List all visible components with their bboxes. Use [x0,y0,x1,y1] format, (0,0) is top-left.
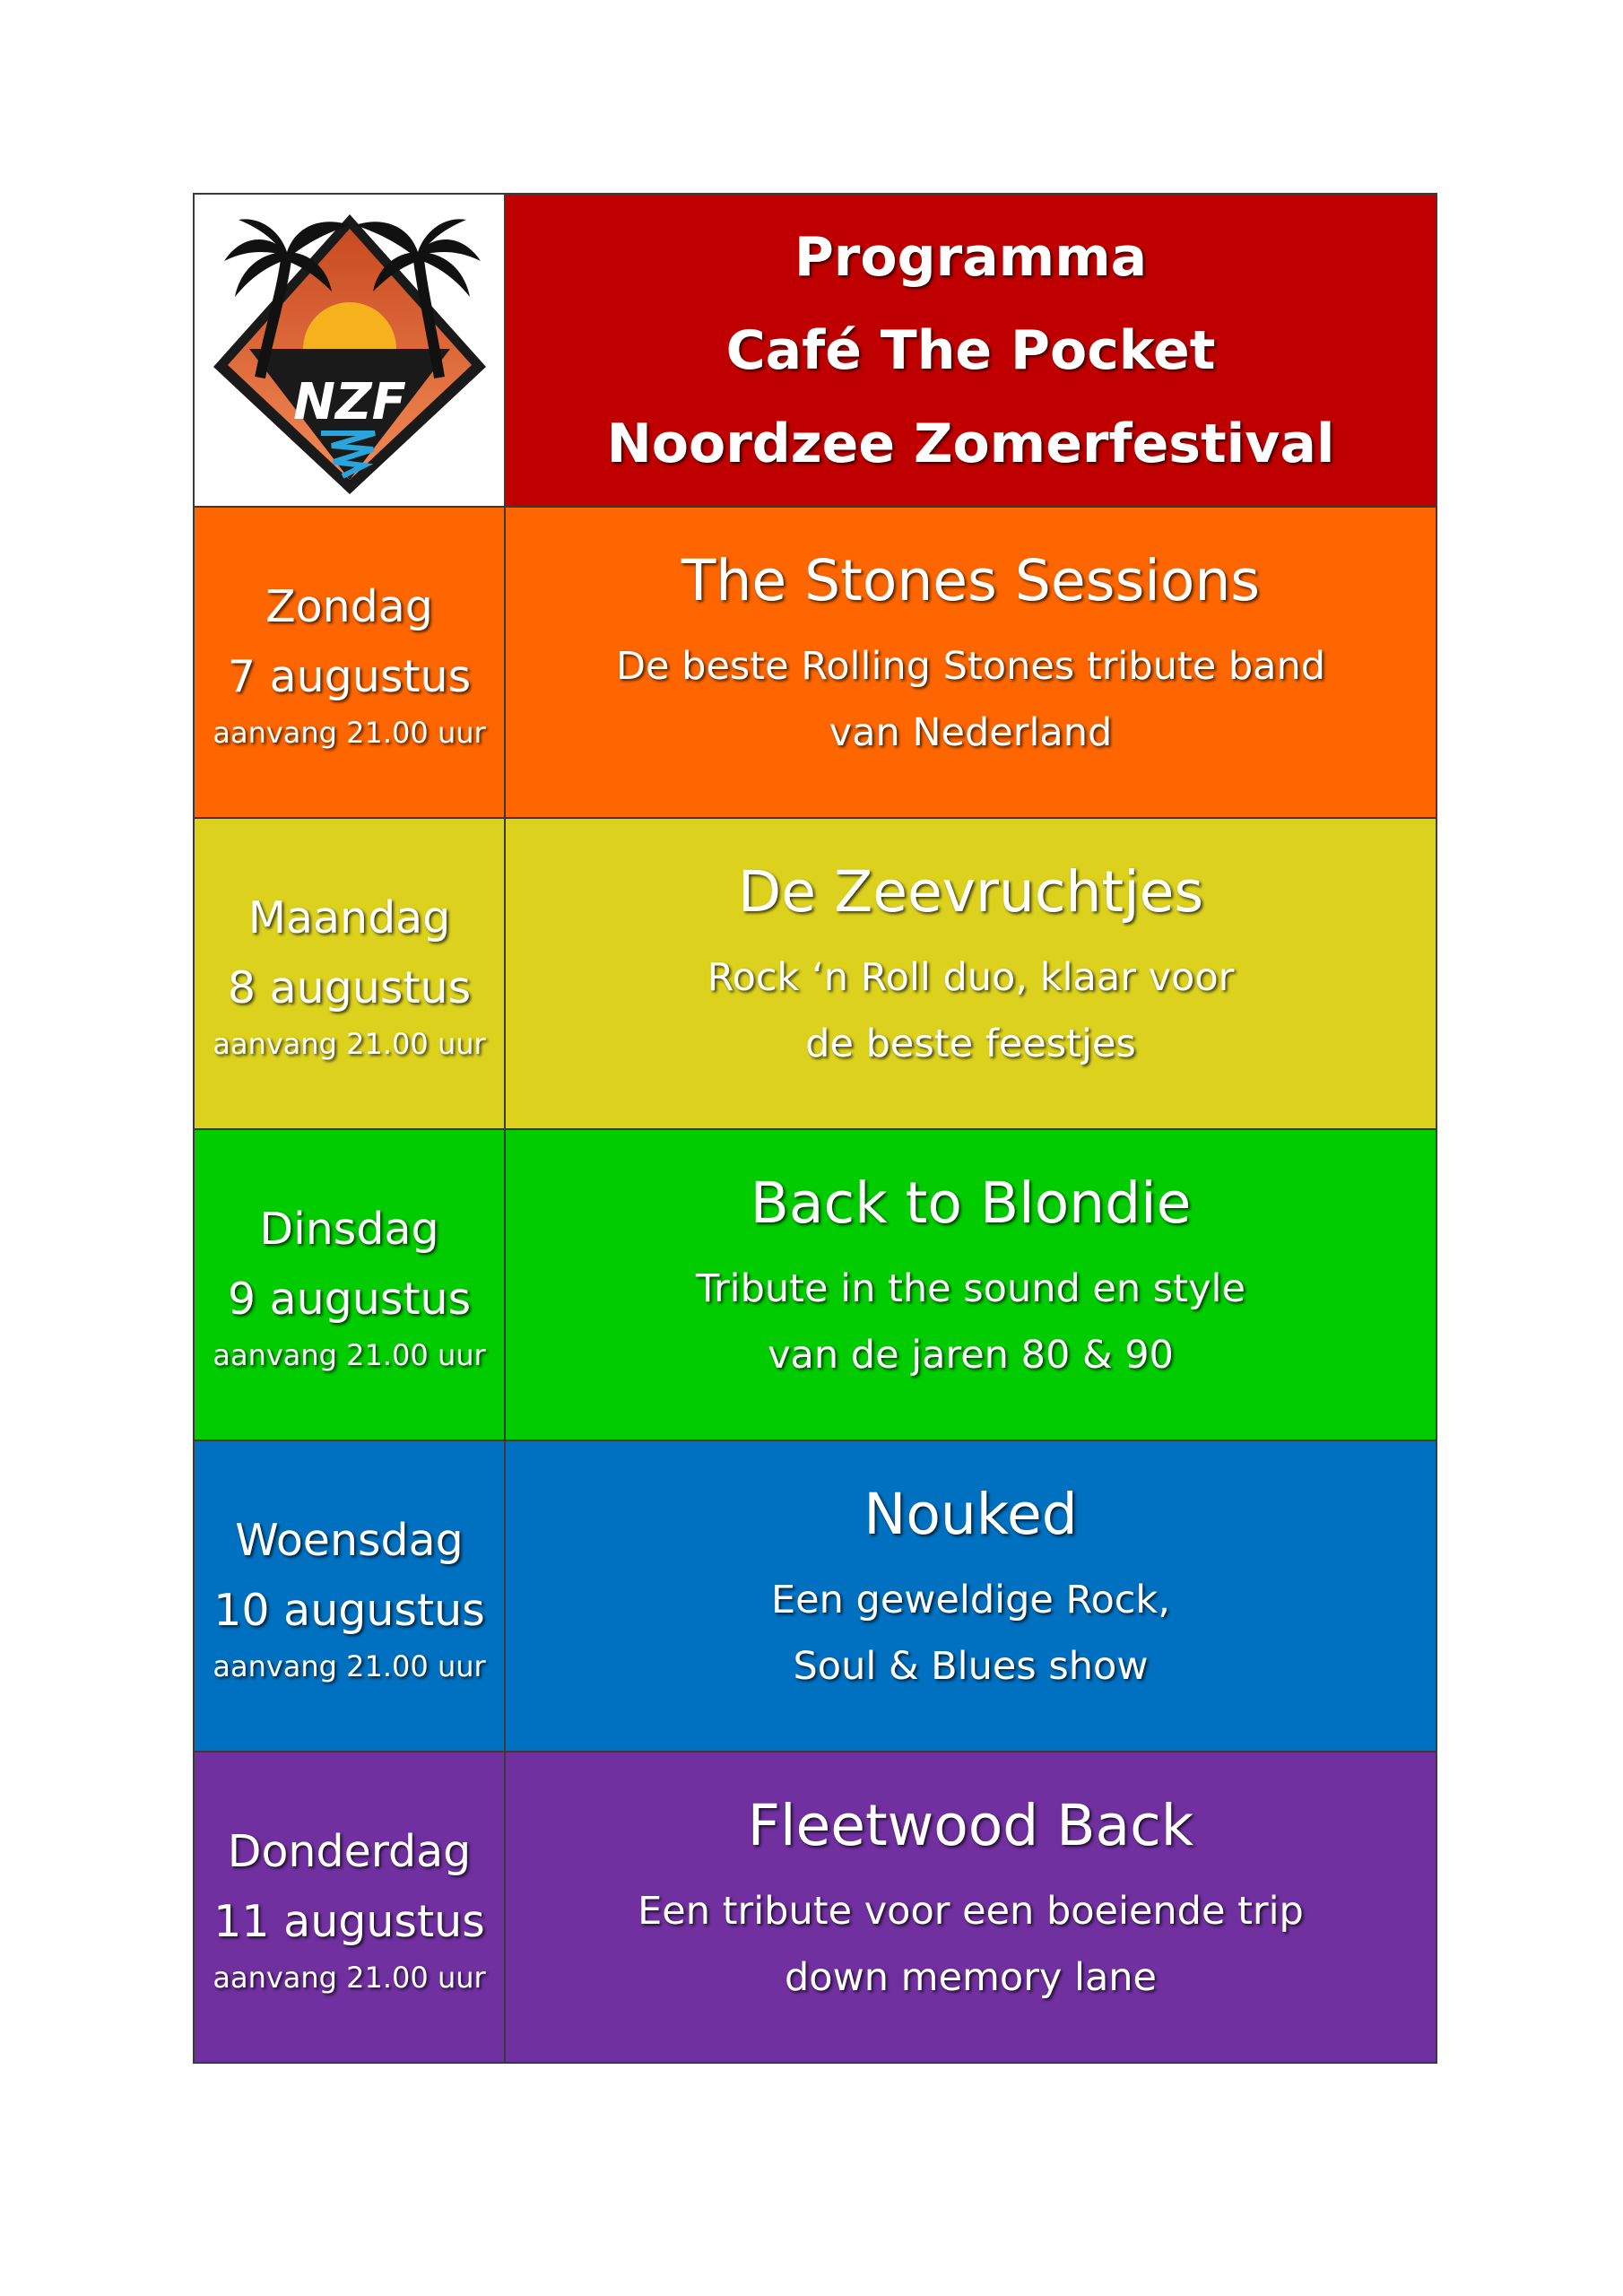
act-name: Fleetwood Back [747,1792,1194,1858]
act-cell [506,508,1436,817]
act-name: The Stones Sessions [681,547,1261,613]
logo-lettering: NZF [292,372,406,431]
event-start-time: aanvang 21.00 uur [213,1648,486,1683]
event-row-5 [195,1751,1436,2062]
act-name: Nouked [864,1481,1078,1547]
event-start-time: aanvang 21.00 uur [213,1026,486,1061]
event-day: Woensdag [235,1514,464,1566]
act-description: Een tribute voor een boeiende trip down memory lane [638,1888,1304,2000]
event-start-time: aanvang 21.00 uur [213,1337,486,1372]
event-day: Dinsdag [259,1203,439,1255]
act-name: De Zeevruchtjes [737,858,1204,925]
act-cell [506,819,1436,1128]
act-description: Tribute in the sound en style van de jaren 80 & 90 [696,1265,1245,1378]
act-name: Back to Blondie [750,1170,1192,1236]
title-line-3: Noordzee Zomerfestival [606,412,1335,475]
event-row-2 [195,817,1436,1128]
title-line-2: Café The Pocket [725,318,1216,382]
event-date: 10 augustus [213,1584,485,1636]
date-cell [195,1130,506,1439]
nzf-logo [197,198,502,503]
act-description: De beste Rolling Stones tribute band van Nederland [615,643,1326,755]
event-date: 9 augustus [227,1273,472,1325]
event-date: 11 augustus [213,1895,485,1947]
event-day: Zondag [265,580,433,632]
event-row-4 [195,1439,1436,1751]
program-table [193,193,1437,2064]
header-row [195,195,1436,506]
date-cell [195,508,506,817]
date-cell [195,1752,506,2062]
event-row-1 [195,506,1436,817]
act-description: Een geweldige Rock, Soul & Blues show [771,1577,1170,1689]
event-day: Donderdag [227,1825,472,1877]
event-start-time: aanvang 21.00 uur [213,1960,486,1995]
event-date: 8 augustus [227,961,472,1013]
date-cell [195,1441,506,1751]
act-cell [506,1130,1436,1439]
act-cell [506,1441,1436,1751]
act-description: Rock ‘n Roll duo, klaar voor de beste feestjes [707,954,1235,1066]
header-title-cell [506,195,1436,506]
title-line-1: Programma [794,225,1148,289]
event-date: 7 augustus [227,650,472,702]
date-cell [195,819,506,1128]
event-row-3 [195,1128,1436,1439]
logo-cell [195,195,506,506]
act-cell [506,1752,1436,2062]
event-day: Maandag [247,891,451,944]
event-start-time: aanvang 21.00 uur [213,715,486,750]
